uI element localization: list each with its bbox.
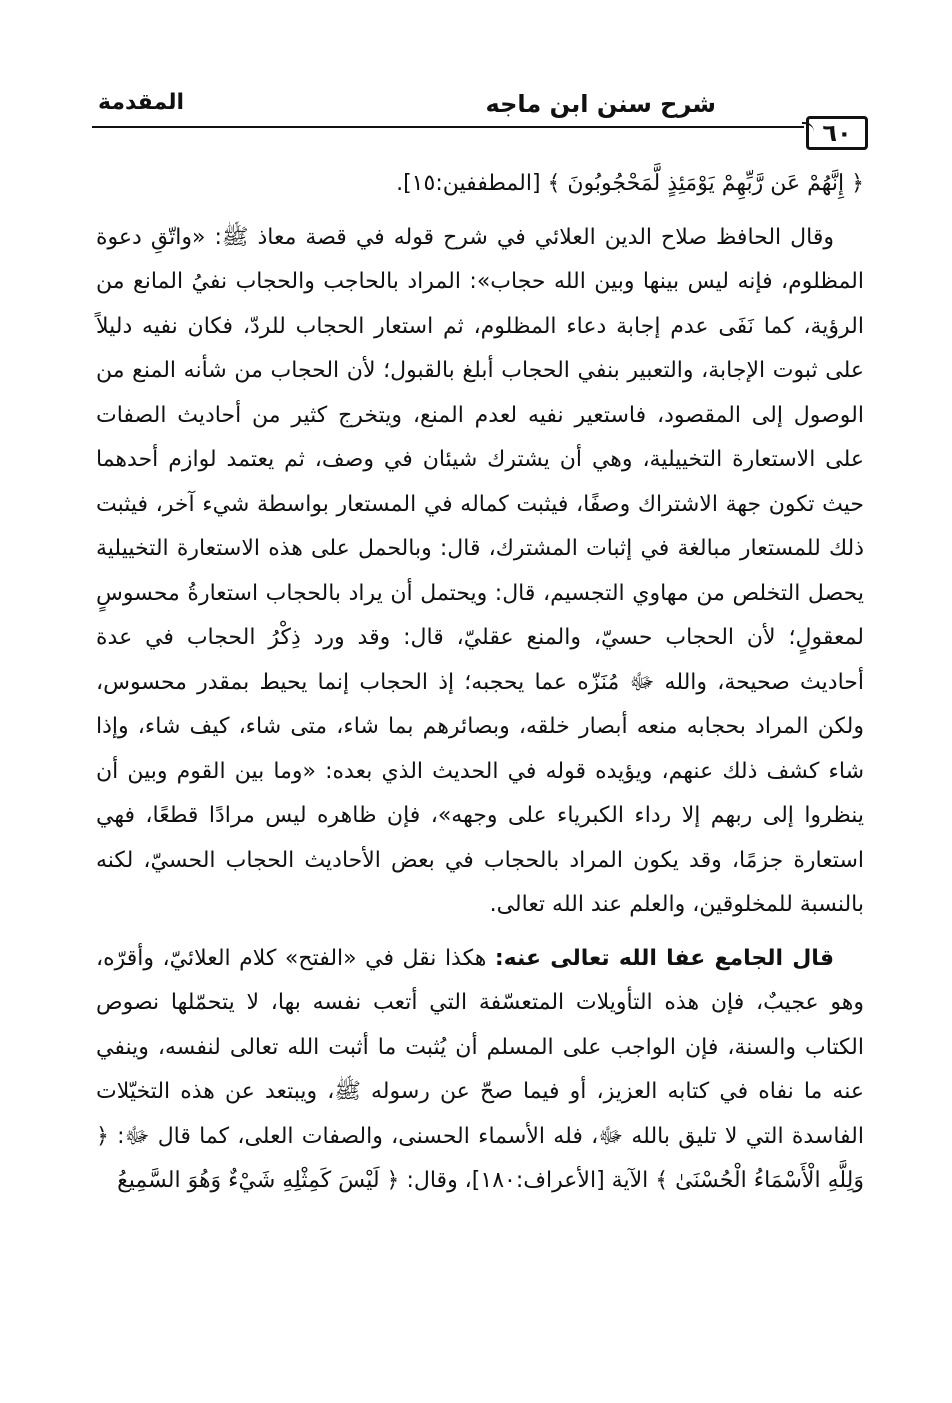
paragraph-1 [96,162,864,207]
quran-verse: ﴿ لَيْسَ كَمِثْلِهِ شَيْءٌ وَهُوَ السَّمِيعُ [117,1168,400,1193]
paragraph-lead: قال الجامع عفا الله تعالى عنه: [494,945,834,971]
page-header [88,86,866,152]
quran-verse: ﴿ إِنَّهُمْ عَن رَّبِّهِمْ يَوْمَئِذٍ لَّمَحْجُوبُونَ ﴾ [547,171,864,196]
verse-reference: [المطففين:١٥]. [396,171,548,196]
header-rule [92,126,804,128]
paragraph-2: وقال الحافظ صلاح الدين العلائي في شرح قوله في قصة معاذ ﷺ: «واتّقِ دعوة المظلوم، فإنه ليس بينها وبين الله حجاب»: المراد بالحاجب والحجاب نفيُ المانع من الرؤية، كما نَفَى عدم إجابة دعاء المظلوم، ثم استعار الحجاب للردّ، فكان نفيه دليلاً على ثبوت الإجابة، والتعبير بنفي الحجاب أبلغ بالقبول؛ لأن الحجاب من شأنه المنع من الوصول إلى المقصود، فاستعير نفيه لعدم المنع، ويتخرج كثير من أحاديث الصفات على الاستعارة التخييلية، وهي أن يشترك شيئان في وصف، ثم يعتمد لوازم أحدهما حيث تكون جهة الاشتراك وصفًا، فيثبت كماله في المستعار بواسطة شيء آخر، فيثبت ذلك للمستعار مبالغة في إثبات المشترك، قال: وبالحمل على هذه الاستعارة التخييلية يحصل التخلص من مهاوي التجسيم، قال: ويحتمل أن يراد بالحجاب استعارةُ محسوسٍ لمعقولٍ؛ لأن الحجاب حسيّ، والمنع عقليّ، قال: وقد ورد ذِكْرُ الحجاب في عدة أحاديث صحيحة، والله ﷻ مُنَزّه عما يحجبه؛ إذ الحجاب إنما يحيط بمقدر محسوس، ولكن المراد بحجابه منعه أبصار خلقه، وبصائرهم بما شاء، متى شاء، كيف شاء، وإذا شاء كشف ذلك عنهم، ويؤيده قوله في الحديث الذي بعده: «وما بين القوم وبين أن ينظروا إلى ربهم إلا رداء الكبرياء على وجهه»، فإن ظاهره ليس مرادًا قطعًا، فهي استعارة جزمًا، وقد يكون المراد بالحجاب في بعض الأحاديث الحجاب الحسيّ، لكنه بالنسبة للمخلوقين، والعلم عند الله تعالى. [96,224,864,917]
quran-verse: ﴿ وَلِلَّهِ الْأَسْمَاءُ الْحُسْنَىٰ ﴾ [96,1123,864,1193]
paragraph-text: هكذا نقل في «الفتح» كلام العلائيّ، وأقرّه، وهو عجيبٌ، فإن هذه التأويلات المتعسّفة التي أتعب نفسه بها، لا يتحمّلها نصوص الكتاب والسنة، فإن الواجب على المسلم أن يُثبت ما أثبت الله تعالى لنفسه، وينفي عنه ما نفاه في كتابه العزيز، أو فيما صحّ عن رسوله ﷺ، ويبتعد عن هذه التخيّلات الفاسدة التي لا تليق بالله ﷻ، فله الأسماء الحسنى، والصفات العلى، كما قال ﷻ: [96,945,864,1149]
section-title: المقدمة [98,90,185,115]
paragraph-text: الآية [الأعراف:١٨٠]، وقال: [399,1168,656,1193]
body-text [96,162,864,1213]
page-number: ٦٠ [806,116,868,150]
paragraph-3 [96,937,864,1204]
running-title: شرح سنن ابن ماجه [485,90,716,118]
